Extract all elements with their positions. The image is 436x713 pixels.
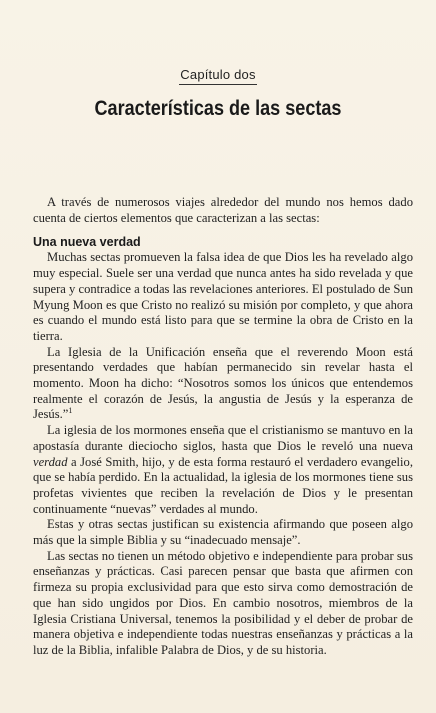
paragraph-2 [33,345,413,424]
paragraph-3-text-a: La iglesia de los mormones enseña que el cristianismo se mantuvo en la apostasía durante dieciocho siglos, hasta que Dios le reveló una nueva [33,423,413,453]
chapter-title: Características de las sectas [94,97,342,120]
paragraph-1: Muchas sectas promueven la falsa idea de que Dios les ha revelado algo muy especial. Suele ser una verdad que nunca antes ha sido revelada y que supera y contradice a todas las revelaciones anteriores. El postulado de Sun Myung Moon es que Cristo no realizó su misión por completo, y que ahora es cuando el mundo está listo para que se termine la obra de Cristo en la tierra. [33,250,413,343]
chapter-label: Capítulo dos [180,67,256,82]
body-text [33,195,413,659]
paragraph-2-text: La Iglesia de la Unificación enseña que el reverendo Moon está presentando verdades que habían permanecido sin revelar hasta el momento. Moon ha dicho: “Nosotros somos los únicos que entendemos realmente el corazón de Jesús, la angustia de Jesús y la esperanza de Jesús.” [33,344,413,422]
paragraph-3-italic: verdad [33,454,68,469]
chapter-rule [179,84,257,85]
paragraph-3-text-b: a José Smith, hijo, y de esta forma restauró el verdadero evangelio, que se había perdido. En la actualidad, la iglesia de los mormones tiene sus profetas vivientes que reciben la revelación de Dios y le presentan continuamente “nuevas” verdades al mundo. [33,454,413,516]
paragraph-3 [33,423,413,517]
intro-paragraph: A través de numerosos viajes alrededor del mundo nos hemos dado cuenta de ciertos elementos que caracterizan a las sectas: [33,195,413,225]
paragraph-5: Las sectas no tienen un método objetivo e independiente para probar sus enseñanzas y prácticas. Casi parecen pensar que basta que afirmen con firmeza su propia exclusividad para que esto sirva como demostración de que han sido ungidos por Dios. En cambio nosotros, miembros de la Iglesia Cristiana Universal, tenemos la posibilidad y el deber de probar de manera objetiva e independiente todas nuestras enseñanzas y prácticas a la luz de la Biblia, infalible Palabra de Dios, y de su historia. [33,548,413,657]
paragraph-4: Estas y otras sectas justifican su existencia afirmando que poseen algo más que la simple Biblia y su “inadecuado mensaje”. [33,517,413,548]
section-heading: Una nueva verdad [33,235,141,250]
footnote-marker: 1 [68,406,73,416]
